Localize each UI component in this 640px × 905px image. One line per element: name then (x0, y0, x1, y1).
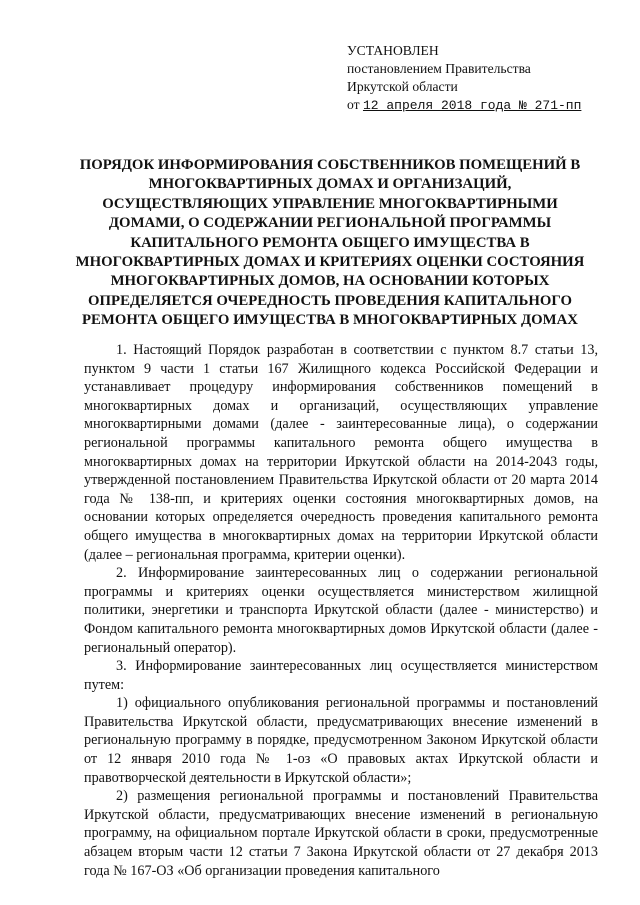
approval-line-1: постановлением Правительства (347, 61, 531, 76)
paragraph-1: 1. Настоящий Порядок разработан в соответствии с пунктом 8.7 статьи 13, пунктом 9 части 1 статьи 167 Жилищного кодекса Российской Федерации и устанавливает процедуру информирования собственников помещений в многоквартирных домах и организаций, осуществляющих управление многоквартирными домами (далее - заинтересованные лица), о содержании региональной программы капитального ремонта общего имущества в многоквартирных домах на территории Иркутской области на 2014-2043 годы, утвержденной постановлением Правительства Иркутской области от 20 марта 2014 года № 138-пп, и критериях оценки состояния многоквартирных домов, на основании которых определяется очередность проведения капитального ремонта общего имущества в многоквартирных домах на территории Иркутской области (далее – региональная программа, критерии оценки). (84, 342, 598, 563)
title-line: МНОГОКВАРТИРНЫХ ДОМОВ, НА ОСНОВАНИИ КОТОРЫХ (110, 273, 550, 290)
paragraph-2: 2. Информирование заинтересованных лиц о содержании региональной программы и критериях оценки осуществляется министерством жилищной политики, энергетики и транспорта Иркутской области (далее - министерство) и Фондом капитального ремонта многоквартирных домов Иркутской области (далее - региональный оператор). (84, 565, 598, 656)
paragraph-3-1: 1) официального опубликования региональной программы и постановлений Правительства Иркутской области, предусматривающих внесение изменений в региональную программу в порядке, предусмотренном Законом Иркутской области от 12 января 2010 года № 1-оз «О правовых актах Иркутской области и правотворческой деятельности в Иркутской области»; (84, 695, 598, 786)
title-line: ПОРЯДОК ИНФОРМИРОВАНИЯ СОБСТВЕННИКОВ ПОМЕЩЕНИЙ В (79, 157, 581, 173)
approval-date-prefix: от (347, 97, 360, 112)
document-body (84, 341, 598, 880)
approval-line-2: Иркутской области (347, 79, 458, 94)
paragraph-3: 3. Информирование заинтересованных лиц осуществляется министерством путем: (84, 658, 598, 693)
title-line: МНОГОКВАРТИРНЫХ ДОМАХ И ОРГАНИЗАЦИЙ, (148, 176, 512, 193)
title-line: ДОМАМИ, О СОДЕРЖАНИИ РЕГИОНАЛЬНОЙ ПРОГРАММЫ (108, 215, 552, 232)
title-line: ОСУЩЕСТВЛЯЮЩИХ УПРАВЛЕНИЕ МНОГОКВАРТИРНЫМИ (102, 195, 558, 212)
title-line: МНОГОКВАРТИРНЫХ ДОМАХ И КРИТЕРИЯХ ОЦЕНКИ СОСТОЯНИЯ (75, 254, 585, 271)
approval-status: УСТАНОВЛЕН (347, 43, 439, 58)
title-line: ОПРЕДЕЛЯЕТСЯ ОЧЕРЕДНОСТЬ ПРОВЕДЕНИЯ КАПИТАЛЬНОГО (88, 292, 572, 309)
approval-date-value: 12 апреля 2018 года № 271-пп (362, 98, 582, 113)
title-line: КАПИТАЛЬНОГО РЕМОНТА ОБЩЕГО ИМУЩЕСТВА В (130, 234, 530, 251)
document-title (60, 156, 600, 331)
approval-block (347, 42, 581, 115)
paragraph-3-2: 2) размещения региональной программы и постановлений Правительства Иркутской области, предусматривающих внесение изменений в региональную программу, на официальном портале Иркутской области в сроки, предусмотренные абзацем вторым части 12 статьи 7 Закона Иркутской области от 27 декабря 2013 года № 167-ОЗ «Об организации проведения капитального (84, 788, 598, 879)
approval-date-line (347, 96, 581, 115)
title-line: РЕМОНТА ОБЩЕГО ИМУЩЕСТВА В МНОГОКВАРТИРНЫХ ДОМАХ (82, 312, 578, 329)
